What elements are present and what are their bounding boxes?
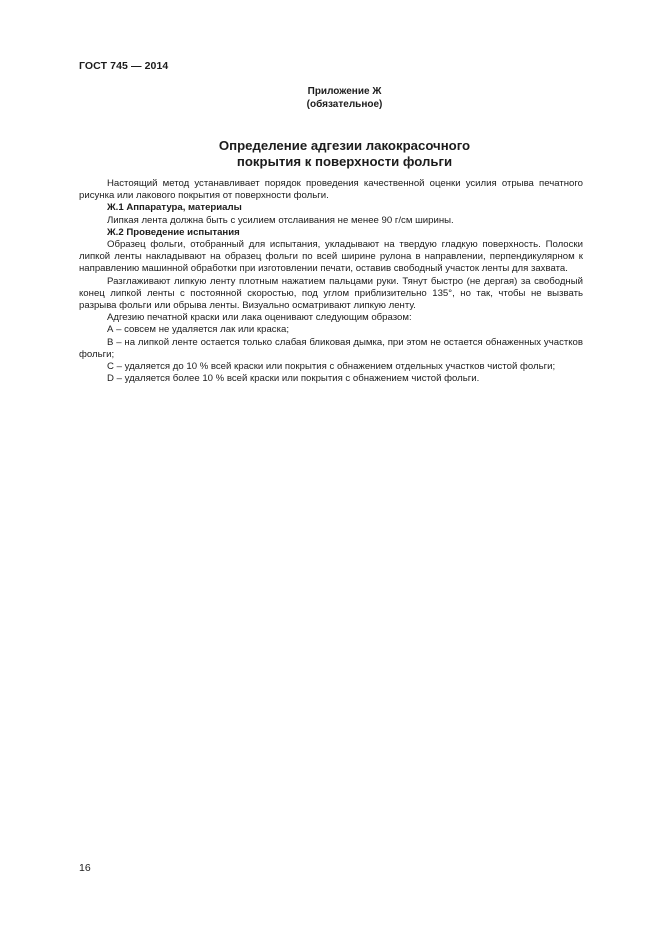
section-2-paragraph-1: Образец фольги, отобранный для испытания, укладывают на твердую гладкую поверхность. Полоски липкой ленты накладывают на образец фольги по всей ширине рулона в направлении, перпендикулярном к направлению машинной обработки при изготовлении печати, оставив свободный участок ленты для захвата. <box>79 239 583 275</box>
body-text <box>79 178 583 385</box>
grade-c-item: С – удаляется до 10 % всей краски или покрытия с обнажением отдельных участков чистой фольги; <box>107 361 556 373</box>
section-1-paragraph: Липкая лента должна быть с усилием отслаивания не менее 90 г/см ширины. <box>107 214 454 226</box>
document-id: ГОСТ 745 — 2014 <box>79 60 169 72</box>
section-2-paragraph-3: Адгезию печатной краски или лака оценивают следующим образом: <box>107 312 412 324</box>
section-2-heading: Ж.2 Проведение испытания <box>107 226 240 238</box>
page-number: 16 <box>79 862 91 874</box>
title-line-2: покрытия к поверхности фольги <box>236 154 453 169</box>
intro-paragraph: Настоящий метод устанавливает порядок проведения качественной оценки усилия отрыва печатного рисунка или лакового покрытия от поверхности фольги. <box>79 178 583 202</box>
section-1-heading: Ж.1 Аппаратура, материалы <box>107 202 242 214</box>
title-line-1: Определение адгезии лакокрасочного <box>218 138 471 153</box>
page-title <box>0 138 661 170</box>
grade-b-item: В – на липкой ленте остается только слабая бликовая дымка, при этом не остается обнаженных участков фольги; <box>79 336 583 360</box>
appendix-label: Приложение Ж <box>307 86 382 97</box>
grade-a-item: А – совсем не удаляется лак или краска; <box>107 324 290 336</box>
section-2-paragraph-2: Разглаживают липкую ленту плотным нажатием пальцами руки. Тянут быстро (не дергая) за свободный конец липкой ленты с постоянной скоростью, под углом приблизительно 135°, но так, чтобы не вызвать разрыва фольги или обрыва ленты. Визуально осматривают липкую ленту. <box>79 275 583 312</box>
grade-d-item: D – удаляется более 10 % всей краски или покрытия с обнажением чистой фольги. <box>107 373 480 385</box>
appendix-heading <box>0 85 661 111</box>
appendix-status: (обязательное) <box>306 99 383 110</box>
